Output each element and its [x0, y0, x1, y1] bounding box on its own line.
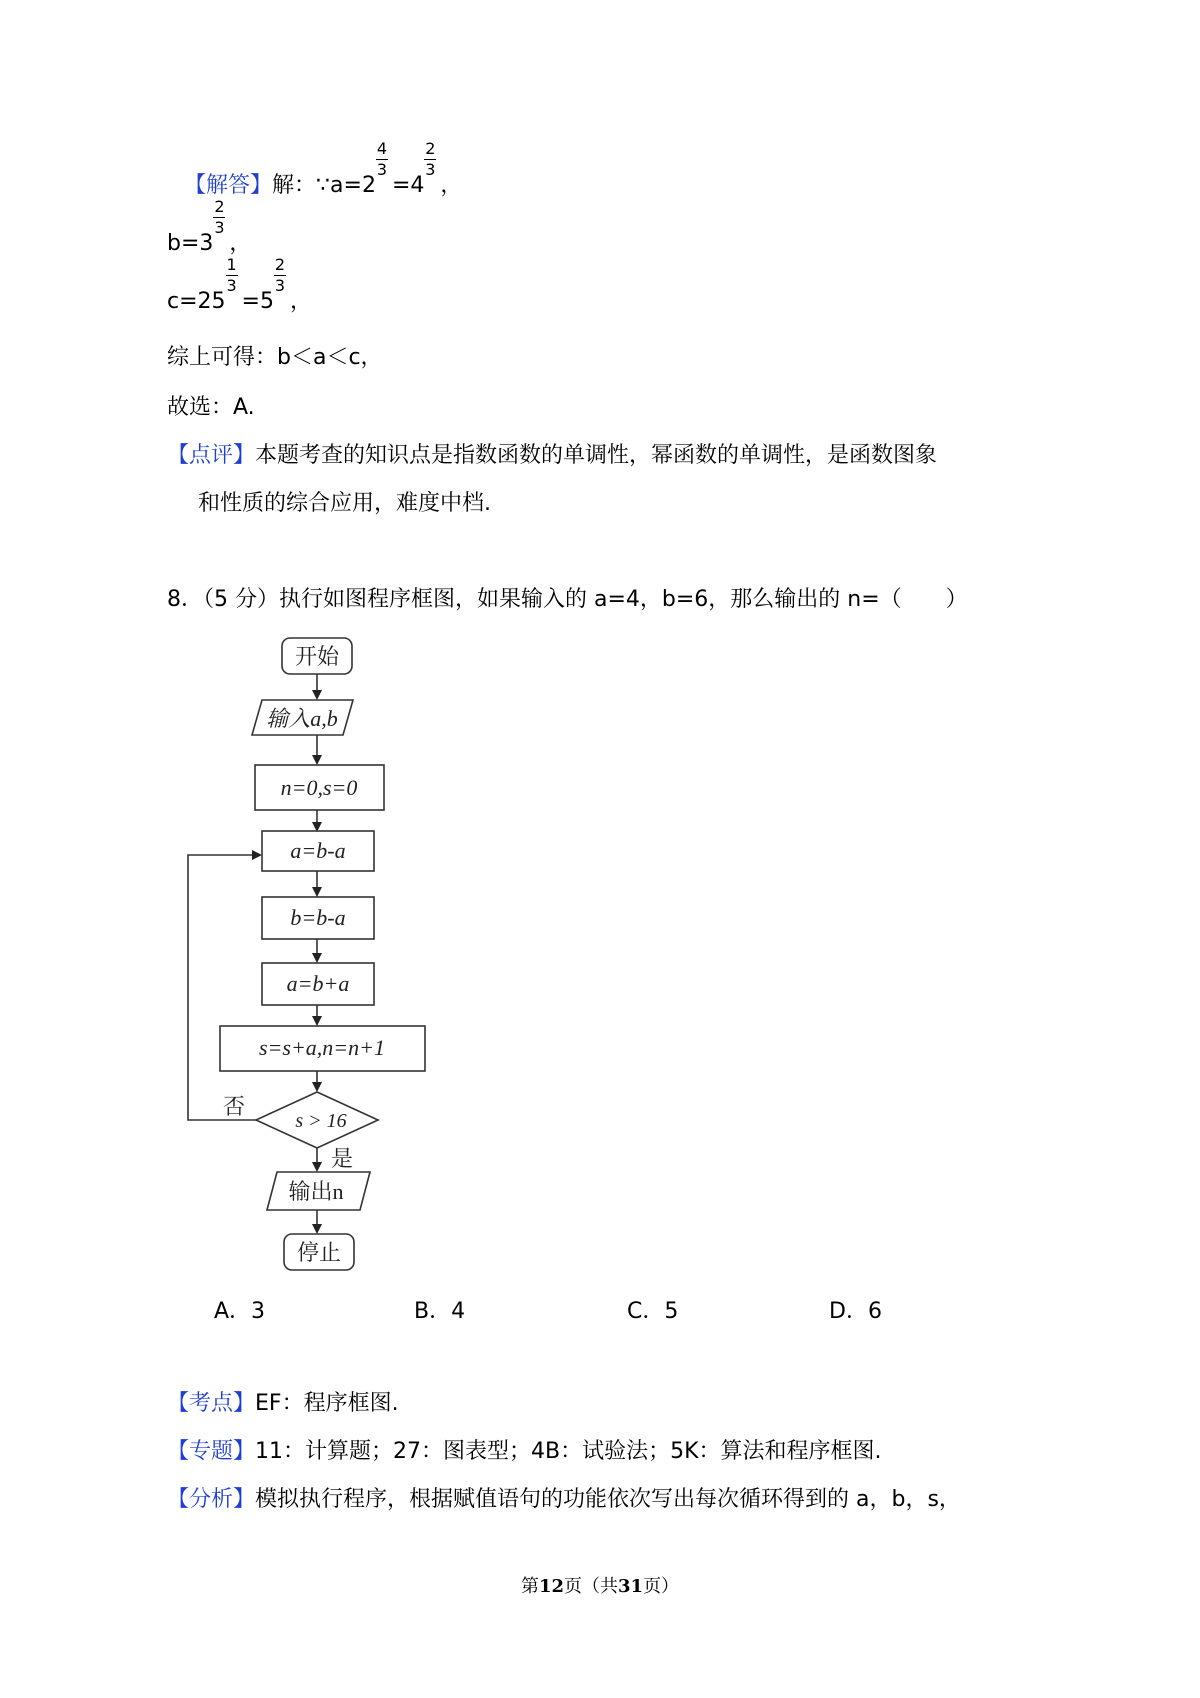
- page-number: 12: [538, 1576, 564, 1597]
- zhuanti-line: 【专题】11：计算题；27：图表型；4B：试验法；5K：算法和程序框图.: [167, 1439, 882, 1464]
- option-a[interactable]: A．3: [214, 1299, 266, 1324]
- condition-label: s > 16: [295, 1110, 347, 1132]
- output-label: 输出n: [288, 1179, 344, 1204]
- start-label: 开始: [294, 644, 340, 669]
- step3-label: a=b+a: [286, 971, 350, 996]
- power-25-1-3: 25 1 3: [197, 255, 237, 314]
- solution-line-b: b=3 2 3 ，: [167, 228, 251, 260]
- power-5-2-3: 5 2 3: [259, 255, 286, 314]
- step4-label: s=s+a,n=n+1: [258, 1035, 386, 1060]
- step2-label: b=b-a: [290, 905, 346, 930]
- fenxi-line: 【分析】模拟执行程序，根据赋值语句的功能依次写出每次循环得到的 a，b，s，: [167, 1487, 961, 1512]
- power-2-4-3: 2 4 3: [361, 139, 388, 198]
- fenxi-tag: 【分析】: [167, 1487, 256, 1512]
- yes-label: 是: [330, 1146, 354, 1171]
- input-label: 输入a,b: [266, 706, 338, 731]
- power-3-2-3: 3 2 3: [199, 197, 225, 256]
- page-footer: 第12页（共31页）: [520, 1576, 680, 1597]
- solution-choice: 故选：A.: [167, 395, 255, 420]
- review-tag: 【点评】: [167, 443, 256, 468]
- review-line-1: 【点评】本题考查的知识点是指数函数的单调性，幂函数的单调性，是函数图象: [167, 443, 938, 468]
- solution-line-a: 【解答】解：∵a=2 4 3 =4 2 3 ，: [184, 170, 462, 202]
- kaodian-line: 【考点】EF：程序框图.: [167, 1391, 399, 1416]
- option-c[interactable]: C．5: [627, 1299, 679, 1324]
- step1-label: a=b-a: [290, 838, 346, 863]
- question-text: 8．（5 分）执行如图程序框图，如果输入的 a=4，b=6，那么输出的 n=（ ）: [167, 587, 968, 612]
- solution-summary: 综上可得：b＜a＜c，: [167, 345, 383, 370]
- zhuanti-tag: 【专题】: [167, 1439, 256, 1464]
- init-label: n=0,s=0: [280, 775, 358, 800]
- page-total: 31: [618, 1576, 644, 1597]
- solution-tag: 【解答】: [184, 173, 273, 198]
- option-b[interactable]: B．4: [414, 1299, 466, 1324]
- solution-lead: 解：∵a=: [272, 173, 362, 198]
- solution-line-c: c=25 1 3 =5 2 3 ，: [167, 286, 312, 318]
- power-4-2-3: 4 2 3: [410, 139, 436, 198]
- kaodian-tag: 【考点】: [167, 1391, 256, 1416]
- review-line-2: 和性质的综合应用，难度中档.: [198, 491, 491, 516]
- stop-label: 停止: [296, 1240, 342, 1265]
- no-label: 否: [222, 1094, 246, 1119]
- option-d[interactable]: D．6: [829, 1299, 882, 1324]
